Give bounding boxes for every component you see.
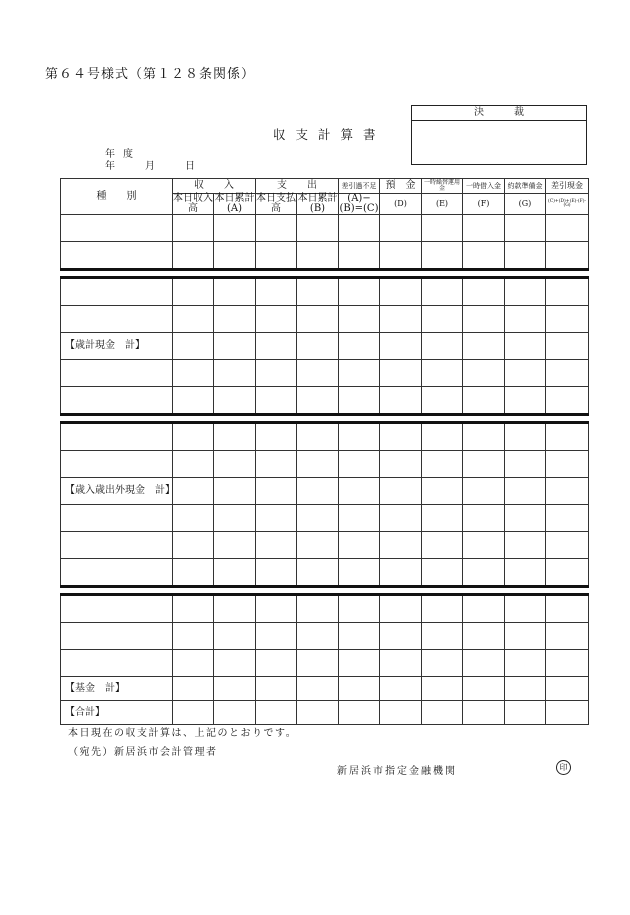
fiscal-year-label: 年度 [105,149,141,160]
grand-total-row [61,701,589,725]
section-divider [61,415,589,423]
table-row [61,215,589,242]
approval-stamp-area[interactable] [412,121,586,165]
date-year: 年 [105,161,115,172]
sub-temp-transfer: (E) [422,194,463,215]
table-row [61,650,589,677]
table-row [61,532,589,559]
sub-expense-total: 本日累計(B) [297,193,338,214]
sub-income-total: 本日累計(A) [214,193,255,214]
header-category: 種 別 [61,179,173,215]
certification-statement: 本日現在の収支計算は、上記のとおりです。 [68,728,298,739]
designated-bank: 新居浜市指定金融機関 [337,766,457,777]
approval-box [411,105,587,165]
table-row [61,387,589,415]
date-day: 日 [185,161,195,172]
sub-income-today: 本日収入高 [173,193,213,214]
header-net-cash: 差引現金 [546,179,589,194]
header-expense: 支 出 [256,179,339,194]
table-row [61,278,589,306]
ledger-table [60,178,588,725]
subtotal-label-fund: 【基金 計】 [61,677,173,701]
subtotal-row-annual-cash [61,333,589,360]
sub-net-cash: (C)+(D)+(E)-(F)-(G) [546,194,589,215]
subtotal-row-fund [61,677,589,701]
date-month: 月 [145,161,155,172]
table-row [61,595,589,623]
header-income: 収 入 [173,179,256,194]
section-divider [61,587,589,595]
sub-expense-today: 本日支払高 [256,193,296,214]
header-temp-loan: 一時借入金 [463,179,505,194]
table-row [61,306,589,333]
table-row [61,423,589,451]
addressee: （宛先）新居浜市会計管理者 [68,747,218,758]
header-surplus-fund: 約款準備金 [505,179,546,194]
sub-deposit: (D) [380,194,422,215]
table-row [61,360,589,387]
table-row [61,505,589,532]
document-title: 収支計算書 [273,127,386,142]
header-deposit: 預 金 [380,179,422,194]
date-line [105,157,195,172]
header-balance-short: 差引過不足 [339,179,380,194]
section-divider [61,270,589,278]
table-row [61,242,589,270]
approval-box-header: 決裁 [412,106,586,121]
subtotal-label-annual-cash: 【歳計現金 計】 [61,333,173,360]
seal-mark: 印 [556,760,571,775]
header-temp-transfer: 一時繰替運用金 [422,179,463,194]
table-row [61,623,589,650]
sub-surplus-fund: (G) [505,194,546,215]
table-row [61,451,589,478]
form-number: 第６４号様式（第１２８条関係） [45,67,256,82]
grand-total-label: 【合計】 [61,701,173,725]
table-row [61,559,589,587]
subtotal-label-non-budget-cash: 【歳入歳出外現金 計】 [61,478,173,505]
sub-balance-formula: (A)−(B)=(C) [339,193,379,214]
sub-temp-loan: (F) [463,194,505,215]
subtotal-row-non-budget [61,478,589,505]
